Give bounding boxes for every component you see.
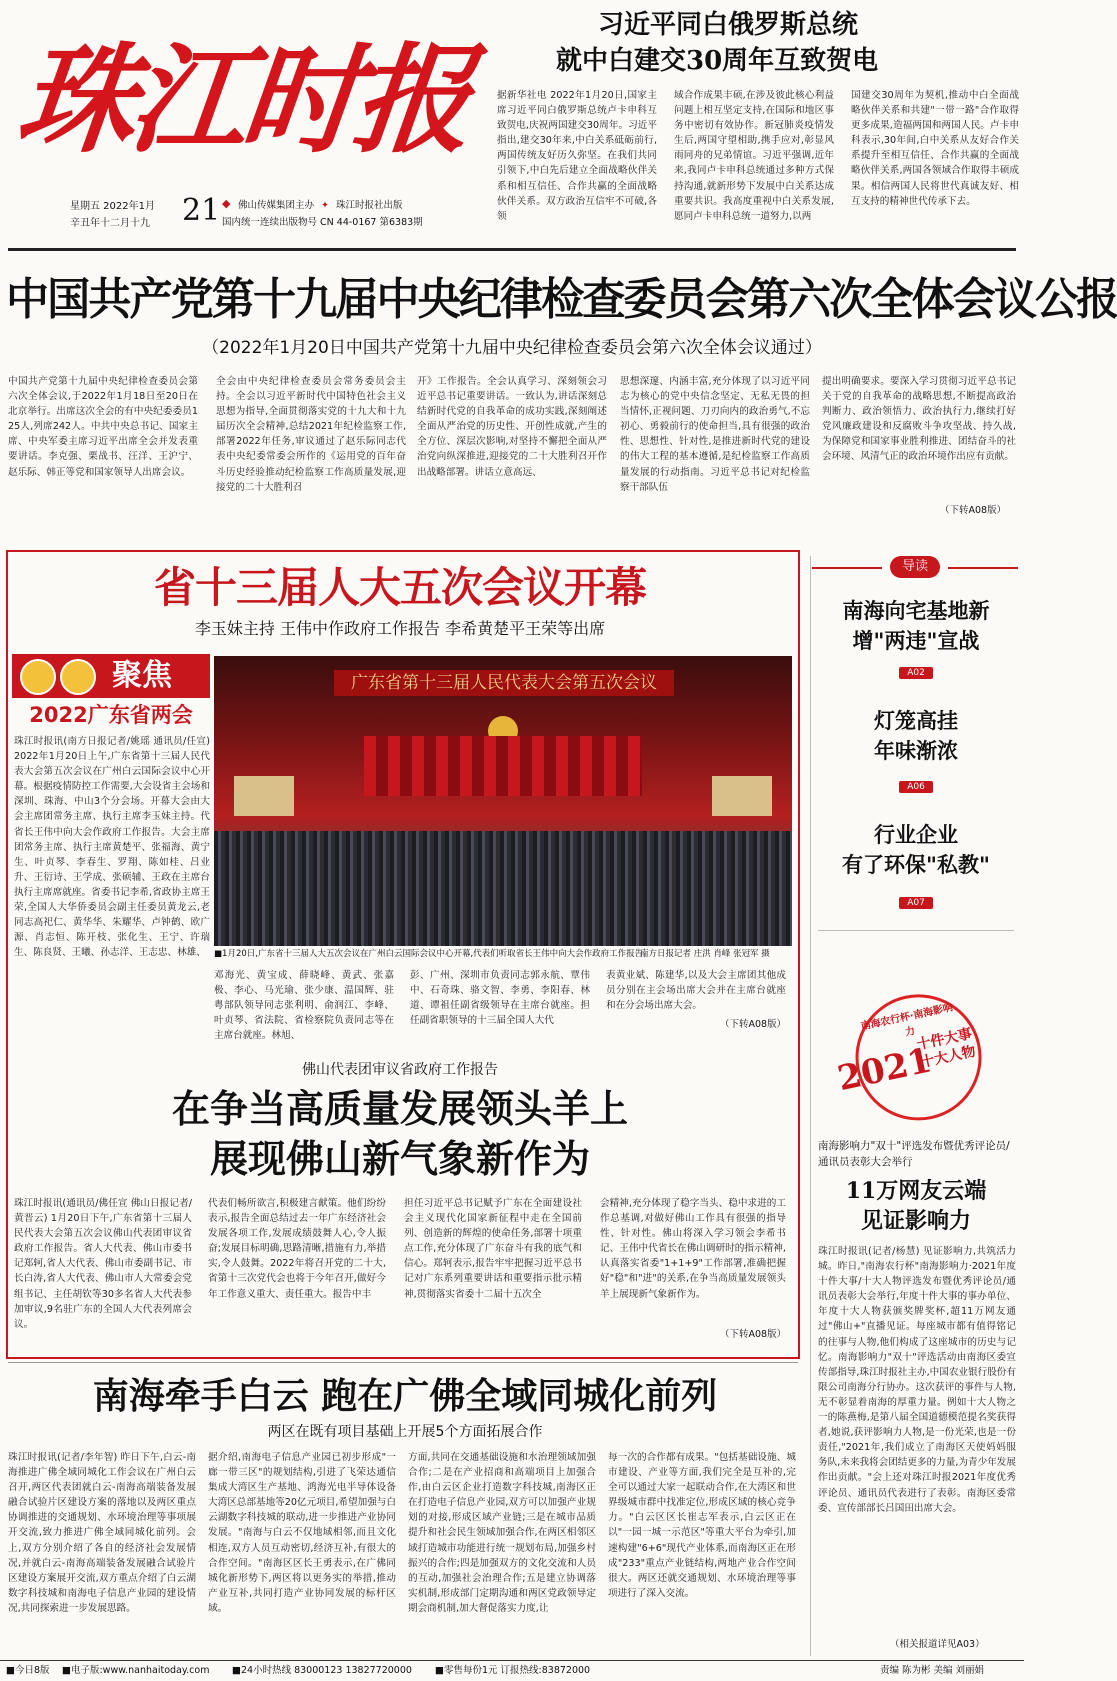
seal-year: 2021 — [834, 1040, 936, 1100]
footer-price: ■零售每份1元 订报热线:83872000 — [435, 1665, 591, 1676]
headline-col-4: 思想深邃、内涵丰富,充分体现了以习近平同志为核心的党中央信念坚定、无私无畏的担当情怀,正视问题、刀刃向内的政治勇气,不忘初心、勇毅前行的使命担当,具有很强的政治性、思想性、针对性,是推进新时代党的建设的伟大工程的基本遵循,是纪检监察工作高质量发展的行动指南。习近平总书记对纪检监察干部队伍 — [620, 376, 810, 493]
npc-col-4: 表黄业斌、陈建华,以及大会主席团其他成员分别在主会场出席大会并在主席台就座和在分会场出席大会。 — [606, 970, 786, 1012]
sponsor-separator-icon: ✦ — [321, 200, 330, 211]
foshan-title-1: 在争当高质量发展领头羊上 — [171, 1087, 628, 1131]
guide-item-1-title[interactable]: 南海向宅基地新增"两违"宣战 — [842, 599, 990, 653]
footer-editor: 责编 陈为彬 美编 刘丽娟 — [880, 1665, 985, 1676]
footer — [0, 1662, 1024, 1680]
top-story-col-3: 国建交30周年为契机,推动中白全面战略伙伴关系和共建"一带一路"合作取得更多成果,造福两国和两国人民。卢卡申科表示,30年间,白中关系从友好合作关系提升至相互信任、合作共赢的全面战略伙伴关系,两国各领域合作取得丰硕成果。相信两国人民将世代真诚友好、相互支持的精神世代传承下去。 — [851, 90, 1019, 207]
date-block — [70, 195, 490, 235]
guide-item-3-title-1[interactable]: 行业企业 — [874, 823, 958, 847]
sidebar-related: （相关报道详见A03） — [890, 1639, 985, 1650]
seal-top: 南海农行杯·南海影响力 — [859, 1002, 954, 1039]
page-tag: A02 — [899, 667, 933, 679]
npc-col-3: 彭、广州、深圳市负责同志郭永航、覃伟中、石奇珠、骆文智、李勇、李阳春、林道、谭祖任副省级领导在主席台就座。担任副省职领导的十三届全国人大代 — [410, 970, 590, 1027]
photo-banner: 广东省第十三届人民代表大会第五次会议 — [334, 670, 674, 696]
headline-col-3: 开》工作报告。全会认真学习、深刻领会习近平总书记重要讲话。一致认为,讲话深刻总结新时代党的自我革命的成功实践,深刻阐述全面从严治党的历史性、开创性成就,产生的全方位、深层次影响,对坚持不懈把全面从严治党向纵深推进,迎接党的二十大胜利召开作出战略部署。讲话立意高远、 — [417, 376, 607, 478]
focus-subtitle: 2022广东省两会 — [29, 703, 193, 727]
npc-title: 省十三届人大五次会议开幕 — [153, 563, 646, 612]
sidebar-divider — [810, 556, 811, 1656]
guide-item-3-title-2[interactable]: 有了环保"私教" — [842, 853, 990, 877]
page-tag: A06 — [899, 781, 933, 793]
top-story-title-2: 就中白建交30周年互致贺电 — [556, 46, 879, 76]
main-headline-section — [0, 252, 1117, 520]
main-headline: 中国共产党第十九届中央纪律检查委员会第六次全体会议公报 — [6, 274, 1117, 325]
page-tag: A07 — [899, 897, 933, 909]
newspaper-logo: 珠江时报 — [10, 30, 474, 169]
foshan-continued: （下转A08版） — [720, 1329, 787, 1340]
footer-website[interactable]: ■电子版:www.nanhaitoday.com — [62, 1665, 210, 1676]
headline-continued: （下转A08版） — [940, 505, 1007, 516]
seal-right: 十件大事十大人物 — [915, 1026, 978, 1071]
cn-number: 国内统一连续出版物号 CN 44-0167 第6383期 — [222, 217, 423, 228]
npc-subtitle: 李玉妹主持 王伟中作政府工作报告 李希黄楚平王荣等出席 — [194, 619, 606, 638]
foshan-col-1: 珠江时报讯(通讯员/佛任宣 佛山日报记者/黄晋云) 1月20日下午,广东省第十三届人民代表大会第五次会议佛山代表团审议省政府工作报告。省人大代表、佛山市委书记郑轲,省人大代表、佛山市委副书记、市长白涛,省人大代表、佛山市人大常委会党组书记、主任胡钦等30多名省人大代表参加审议,9名驻广东的全国人大代表列席会议。 — [14, 1198, 192, 1330]
photo-caption: ■1月20日,广东省十三届人大五次会议在广州白云国际会议中心开幕,代表们听取省长王伟中向大会作政府工作报告。 — [214, 949, 652, 959]
lunar-date: 辛丑年十二月十九 — [70, 218, 150, 229]
focus-label: 聚焦 — [112, 658, 172, 693]
npc-col-1: 珠江时报讯(南方日报记者/姚瑶 通讯员/任宣) 2022年1月20日上午,广东省第十三届人民代表大会第五次会议在广州白云国际会议中心开幕。根据疫情防控工作需要,大会设省主会场和深圳、珠海、中山3个分会场。开幕大会由大会主席团常务主席、执行主席李玉妹主持。代省长王伟中向大会作政府工作报告。大会主席团常务主席、执行主席黄楚平、张福海、黄宁生、叶贞琴、李春生、罗翔、陈如桂、吕业升、王衍诗、王学成、张硕辅、王政在主席台执行主席席就座。省委书记李希,省政协主席王荣,全国人大华侨委员会副主任委员黄龙云,老同志高祀仁、黄华华、朱耀华、卢钟鹤、欧广源、肖志恒、陈开枝、张化生、王宁、许瑞生、陈良贤、王曦、孙志洋、王志忠、林雄、 — [14, 736, 210, 959]
nanhai-col-2: 据介绍,南海电子信息产业园已初步形成"一廊一带三区"的规划结构,引进了飞荣达通信集成大湾区生产基地、鸿海光电半导体设备大湾区总部基地等20亿元项目,希望加强与白云湖数字科技城的联动,进一步推进产业协同发展。"南海与白云不仅地域相邻,而且文化相连,双方人员互动密切,经济互补,有很大的合作空间。"南海区区长王勇表示,在广佛同城化新形势下,两区将以更务实的举措,推动产业互补,共同打造产业协同发展的标杆区域。 — [208, 1452, 396, 1614]
foshan-col-4: 会精神,充分体现了稳字当头、稳中求进的工作总基调,对做好佛山工作具有很强的指导性、针对性。佛山将深入学习领会李希书记、王伟中代省长在佛山调研时的指示精神,认真落实省委"1+1+9"工作部署,准确把握好"稳"和"进"的关系,在争当高质量发展领头羊上展现新气象新作为。 — [600, 1198, 786, 1300]
footer-hotline: ■24小时热线 83000123 13827720000 — [232, 1665, 412, 1676]
nanhai-title: 南海牵手白云 跑在广佛全域同城化前列 — [92, 1376, 718, 1417]
headline-col-2: 全会由中央纪律检查委员会常务委员会主持。全会以习近平新时代中国特色社会主义思想为指导,全面贯彻落实党的十九大和十九届历次全会精神,总结2021年纪检监察工作,部署2022年任务,审议通过了赵乐际同志代表中央纪委常委会所作的《运用党的百年奋斗历史经验推动纪检监察工作高质量发展,迎接党的二十大胜利召 — [216, 376, 406, 493]
sidebar-kicker: 南海影响力"双十"评选发布暨优秀评论员/通讯员表彰大会举行 — [818, 1140, 1010, 1168]
guide-line-right — [948, 567, 1018, 569]
sponsor-2: 珠江时报社出版 — [336, 200, 403, 211]
masthead — [0, 0, 1024, 248]
award-seal — [824, 980, 1008, 1140]
sponsor-1: 佛山传媒集团主办 — [238, 200, 315, 211]
footer-pages: ■今日8版 — [6, 1665, 50, 1676]
top-story-col-2: 域合作成果丰硕,在涉及彼此核心利益问题上相互坚定支持,在国际和地区事务中密切有效协作。新冠肺炎疫情发生后,两国守望相助,携手应对,彰显风雨同舟的兄弟情谊。习近平强调,近年来,我同卢卡申科总统通过多种方式保持沟通,就新形势下发展中白关系达成重要共识。我高度重视中白关系发展,愿同卢卡申科总统一道努力,以两 — [674, 90, 834, 222]
foshan-title-2: 展现佛山新气象新作为 — [209, 1137, 590, 1181]
sidebar-title-1: 11万网友云端 — [845, 1178, 987, 1204]
stage-flags — [364, 736, 642, 796]
guide-item-2-title-2[interactable]: 年味渐浓 — [874, 739, 958, 763]
focus-badge — [12, 654, 210, 698]
sidebar-rule — [818, 930, 1014, 931]
foshan-col-2: 代表们畅所欲言,积极建言献策。他们纷纷表示,报告全面总结过去一年广东经济社会发展各项工作,发展成绩鼓舞人心,令人振奋;发展目标明确,思路清晰,措施有力,举措实,令人鼓舞。2022年将召开党的二十大,省第十三次党代会也将于今年召开,做好今年工作意义重大、责任重大。报告中丰 — [208, 1198, 386, 1300]
npc-col-2: 邓海光、黄宝成、薛晓峰、黄武、张嘉极、李心、马光瑜、张少康、温国辉、驻粤部队领导同志张利明、俞润江、李峰、叶贞琴、省法院、省检察院负责同志等在主席台就座。林旭、 — [214, 970, 394, 1042]
sidebar-body: 珠江时报讯(记者/杨慧) 见证影响力,共筑活力城。昨日,"南海农行杯"南海影响力·2021年度十件大事/十大人物评选发布暨优秀评论员/通讯员表彰大会举行,年度十件大事的事办单位、年度十大人物获颁奖牌奖杯,超11万网友通过"佛山+"直播见证。每座城市都有值得铭记的往事与人物,他们构成了这座城市的历史与记忆。南海影响力"双十"评选活动由南海区委宣传部指导,珠江时报社主办,中国农业银行股份有限公司南海分行协办。这次获评的事件与人物,无不彰显着南海的厚重力量。例如十大人物之一的陈燕梅,是第八届全国道德模范提名奖获得者,她说,获评影响力人物,是一份光荣,也是一份责任,"2021年,我们成立了南海区天使妈妈服务队,未来我将会团结更多的力量,为青少年发展作出贡献。"会上还对珠江时报2021年度优秀评论员、通讯员代表进行了表彰。南海区委常委、宣传部部长吕国田出席大会。 — [818, 1246, 1016, 1514]
nanhai-subtitle: 两区在既有项目基础上开展5个方面拓展合作 — [267, 1424, 543, 1440]
nanhai-col-1: 珠江时报讯(记者/李年智) 昨日下午,白云-南海推进广佛全域同城化工作会议在广州白云召开,两区代表团就白云-南海高端装备发展融合试验片区建设方案的落地以及两区重点协调推进的交通规划、水环境治理等事项展开交流,致力推进广佛全域同城化前列。会上,双方分别介绍了各自的经济社会发展情况,并就白云-南海高端装备发展融合试验片区建设方案展开交流,双方重点介绍了白云湖数字科技城和南海电子信息产业园的建设情况,共同探索进一步发展思路。 — [8, 1452, 196, 1614]
sponsor-line — [238, 197, 478, 211]
headline-col-5: 提出明确要求。要深入学习贯彻习近平总书记关于党的自我革命的战略思想,不断提高政治判断力、政治领悟力、政治执行力,继续打好党风廉政建设和反腐败斗争攻坚战、持久战,为保障党和国家事业胜利推进、团结奋斗的社会环境、风清气正的政治环境作出应有贡献。 — [822, 376, 1016, 463]
sidebar-title-2: 见证影响力 — [860, 1208, 971, 1234]
screen-icon — [712, 776, 772, 816]
date-line: 星期五 2022年1月 — [70, 201, 155, 212]
top-story-title-1: 习近平同白俄罗斯总统 — [598, 10, 859, 40]
guide-item-2-page — [818, 774, 1014, 793]
audience — [214, 831, 792, 946]
headline-col-1: 中国共产党第十九届中央纪律检查委员会第六次全体会议,于2022年1月18日至20日在北京举行。出席这次全会的有中央纪委委员125人,列席242人。中共中央总书记、国家主席、中央军委主席习近平出席全会并发表重要讲话。李克强、栗战书、汪洋、王沪宁、赵乐际、韩正等党和国家领导人出席会议。 — [8, 376, 198, 478]
guide-item-1-page — [818, 660, 1014, 679]
nanhai-col-3: 方面,共同在交通基础设施和水治理领域加强合作;二是在产业招商和高端项目上加强合作,由白云区企业打造数字科技城,南海区正在打造电子信息产业园,双方可以加强产业规划的对接,形成区域产业链;三是在城市品质提升和社会民生领域加强合作,在两区相邻区域打造城市功能进行统一规划布局,加强乡村振兴的合作;四是加强双方的文化交流和人员的互动,加强社会治理合作;五是建立协调落实机制,形成部门定期沟通和两区党政领导定期会商机制,加大督促落实力度,让 — [408, 1452, 596, 1614]
top-story-col-1: 据新华社电 2022年1月20日,国家主席习近平同白俄罗斯总统卢卡申科互致贺电,庆祝两国建交30周年。习近平指出,建交30年来,中白关系砥砺前行,两国传统友好历久弥坚。在我们共同引领下,中白先后建立全面战略伙伴关系和相互信任、合作共赢的全面战略伙伴关系。双方政治互信牢不可破,各领 — [497, 90, 657, 222]
masthead-rule — [8, 248, 1016, 251]
npc-photo — [214, 656, 792, 946]
screen-icon — [234, 776, 294, 816]
photo-credit: 南方日报记者 庄洪 肖峰 张冠军 摄 — [640, 949, 770, 959]
guide-item-2-title-1[interactable]: 灯笼高挂 — [874, 709, 958, 733]
publisher-icon: ◆ — [222, 197, 231, 210]
guide-header — [812, 556, 1018, 580]
foshan-kicker: 佛山代表团审议省政府工作报告 — [302, 1062, 498, 1078]
footer-rule — [0, 1660, 1024, 1661]
nanhai-col-4: 每一次的合作都有成果。"包括基础设施、城市建设、产业等方面,我们完全是互补的,完全可以通过大家一起联动合作,在大湾区和世界级城市群中找准定位,形成区域的核心竞争力。"白云区区长崔志军表示,白云区正在以"一园一城一示范区"等重大平台为牵引,加速构建"6+6"现代产业体系,而南海区正在形成"233"重点产业链结构,两地产业合作空间很大。两区还就交通规划、水环境治理等事项进行了深入交流。 — [608, 1452, 796, 1599]
guide-item-3-page — [818, 890, 1014, 909]
npc-continued: （下转A08版） — [720, 1019, 787, 1030]
foshan-col-3: 担任习近平总书记赋予广东在全面建设社会主义现代化国家新征程中走在全国前列、创造新的辉煌的使命任务,部署十项重点工作,充分体现了广东奋斗有我的底气和信心。郑轲表示,报告牢牢把握习近平总书记对广东系列重要讲话和重要指示批示精神,贯彻落实省委十二届十五次全 — [404, 1198, 582, 1300]
nanhai-rule — [8, 1362, 798, 1363]
guide-label: 导读 — [890, 556, 940, 578]
emblem-icon — [60, 659, 96, 695]
day-number: 21 — [182, 193, 221, 228]
emblem-icon — [20, 659, 56, 695]
guide-line-left — [812, 567, 882, 569]
main-headline-subtitle: （2022年1月20日中国共产党第十九届中央纪律检查委员会第六次全体会议通过） — [202, 338, 822, 358]
